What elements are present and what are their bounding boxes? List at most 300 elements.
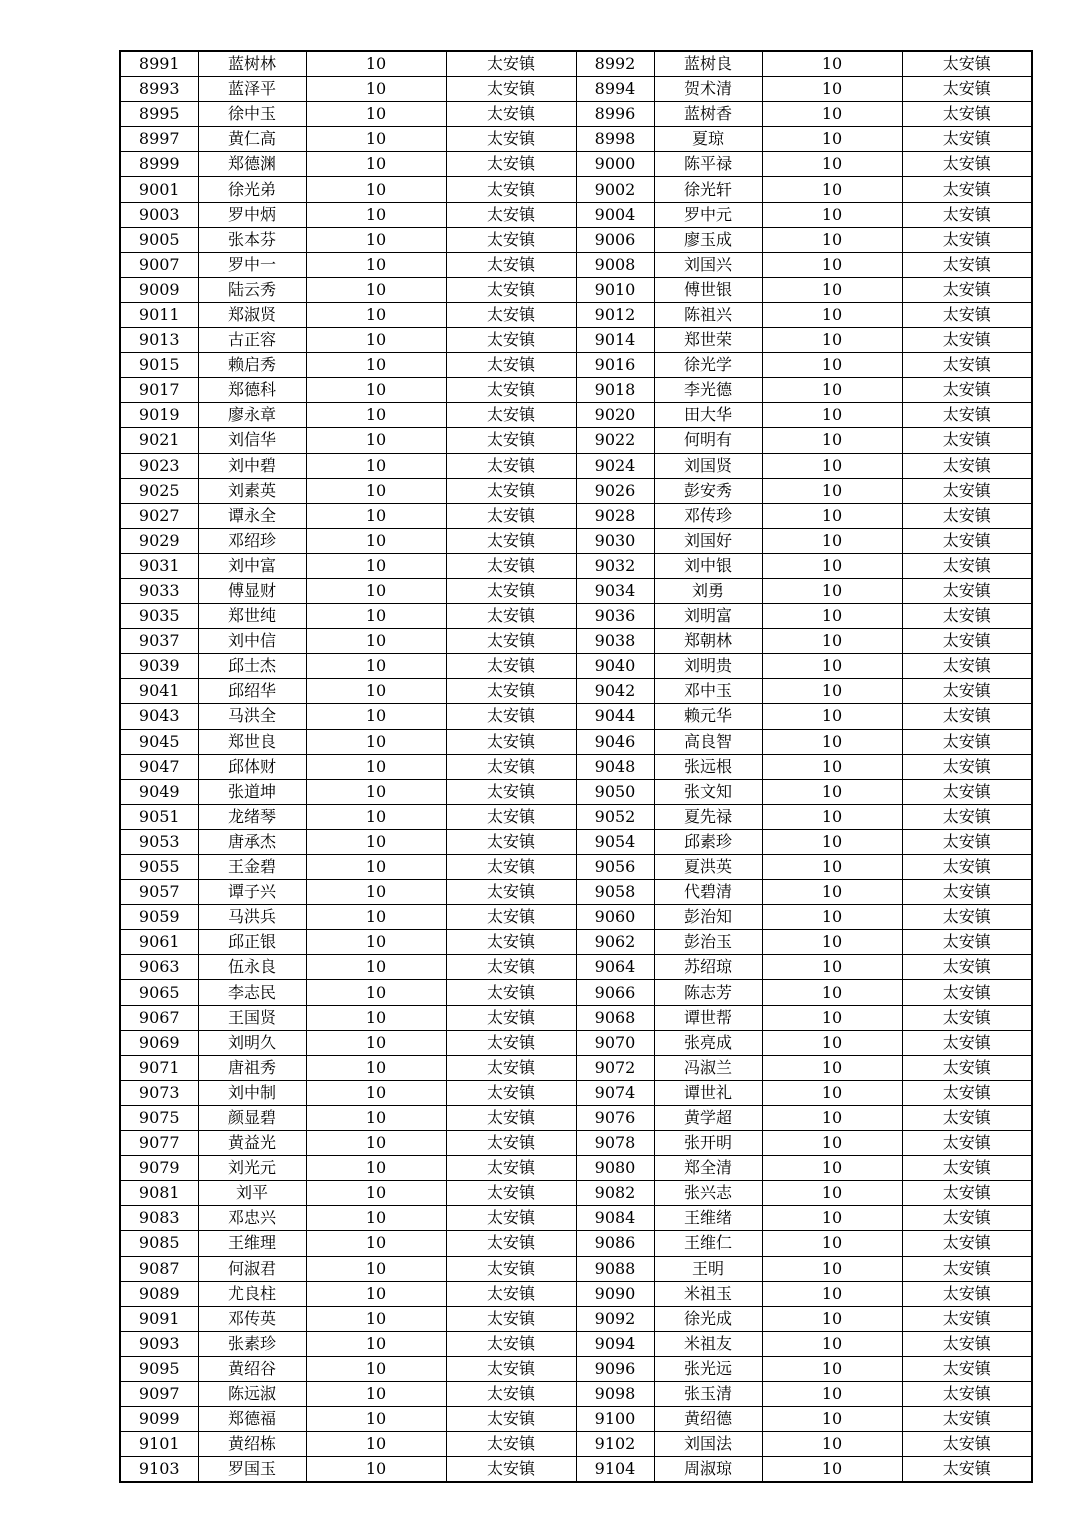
left-id-cell: 9087 (120, 1256, 198, 1281)
right-name-cell: 刘中银 (654, 553, 762, 578)
right-amount-cell: 10 (762, 227, 902, 252)
right-amount-cell: 10 (762, 1080, 902, 1105)
table-row (120, 1080, 1032, 1105)
right-town-cell: 太安镇 (902, 1131, 1032, 1156)
left-name-cell: 王维理 (198, 1231, 306, 1256)
right-name-cell: 廖玉成 (654, 227, 762, 252)
table-row (120, 503, 1032, 528)
table-row (120, 980, 1032, 1005)
left-town-cell: 太安镇 (446, 754, 576, 779)
right-amount-cell: 10 (762, 403, 902, 428)
right-id-cell: 9052 (576, 804, 654, 829)
right-id-cell: 9076 (576, 1105, 654, 1130)
left-name-cell: 张素珍 (198, 1331, 306, 1356)
left-town-cell: 太安镇 (446, 1281, 576, 1306)
right-id-cell: 8996 (576, 102, 654, 127)
right-id-cell: 9022 (576, 428, 654, 453)
left-town-cell: 太安镇 (446, 202, 576, 227)
right-town-cell: 太安镇 (902, 1356, 1032, 1381)
left-amount-cell: 10 (306, 503, 446, 528)
left-name-cell: 黄绍谷 (198, 1356, 306, 1381)
table-row (120, 1356, 1032, 1381)
table-row (120, 428, 1032, 453)
left-name-cell: 谭永全 (198, 503, 306, 528)
right-town-cell: 太安镇 (902, 152, 1032, 177)
left-amount-cell: 10 (306, 553, 446, 578)
left-town-cell: 太安镇 (446, 403, 576, 428)
right-amount-cell: 10 (762, 51, 902, 77)
left-name-cell: 唐承杰 (198, 829, 306, 854)
left-amount-cell: 10 (306, 855, 446, 880)
left-town-cell: 太安镇 (446, 930, 576, 955)
left-amount-cell: 10 (306, 227, 446, 252)
left-amount-cell: 10 (306, 1206, 446, 1231)
right-name-cell: 彭安秀 (654, 478, 762, 503)
right-town-cell: 太安镇 (902, 102, 1032, 127)
right-name-cell: 王维绪 (654, 1206, 762, 1231)
table-row (120, 528, 1032, 553)
right-town-cell: 太安镇 (902, 980, 1032, 1005)
right-town-cell: 太安镇 (902, 227, 1032, 252)
right-id-cell: 9082 (576, 1181, 654, 1206)
right-town-cell: 太安镇 (902, 754, 1032, 779)
left-amount-cell: 10 (306, 754, 446, 779)
right-id-cell: 9058 (576, 880, 654, 905)
right-name-cell: 罗中元 (654, 202, 762, 227)
table-row (120, 102, 1032, 127)
right-amount-cell: 10 (762, 880, 902, 905)
left-amount-cell: 10 (306, 1005, 446, 1030)
right-town-cell: 太安镇 (902, 804, 1032, 829)
left-town-cell: 太安镇 (446, 553, 576, 578)
left-name-cell: 郑淑贤 (198, 302, 306, 327)
left-amount-cell: 10 (306, 1381, 446, 1406)
left-amount-cell: 10 (306, 177, 446, 202)
left-id-cell: 9067 (120, 1005, 198, 1030)
right-id-cell: 9078 (576, 1131, 654, 1156)
right-amount-cell: 10 (762, 1356, 902, 1381)
right-town-cell: 太安镇 (902, 252, 1032, 277)
left-amount-cell: 10 (306, 1080, 446, 1105)
right-id-cell: 9000 (576, 152, 654, 177)
left-town-cell: 太安镇 (446, 1206, 576, 1231)
right-amount-cell: 10 (762, 704, 902, 729)
left-name-cell: 王国贤 (198, 1005, 306, 1030)
left-name-cell: 邓传英 (198, 1306, 306, 1331)
right-amount-cell: 10 (762, 1256, 902, 1281)
right-town-cell: 太安镇 (902, 328, 1032, 353)
left-town-cell: 太安镇 (446, 1432, 576, 1457)
left-id-cell: 9097 (120, 1381, 198, 1406)
right-id-cell: 9034 (576, 578, 654, 603)
table-row (120, 478, 1032, 503)
left-amount-cell: 10 (306, 880, 446, 905)
left-id-cell: 9093 (120, 1331, 198, 1356)
right-name-cell: 刘国兴 (654, 252, 762, 277)
right-amount-cell: 10 (762, 528, 902, 553)
right-amount-cell: 10 (762, 905, 902, 930)
right-amount-cell: 10 (762, 1181, 902, 1206)
left-name-cell: 张本芬 (198, 227, 306, 252)
right-name-cell: 张光远 (654, 1356, 762, 1381)
right-amount-cell: 10 (762, 1306, 902, 1331)
left-name-cell: 陆云秀 (198, 277, 306, 302)
left-id-cell: 9029 (120, 528, 198, 553)
left-id-cell: 9085 (120, 1231, 198, 1256)
left-id-cell: 9021 (120, 428, 198, 453)
left-name-cell: 古正容 (198, 328, 306, 353)
right-id-cell: 9084 (576, 1206, 654, 1231)
table-row (120, 127, 1032, 152)
left-amount-cell: 10 (306, 1256, 446, 1281)
left-name-cell: 尤良柱 (198, 1281, 306, 1306)
left-town-cell: 太安镇 (446, 1306, 576, 1331)
left-town-cell: 太安镇 (446, 453, 576, 478)
right-id-cell: 9092 (576, 1306, 654, 1331)
left-id-cell: 9061 (120, 930, 198, 955)
right-id-cell: 9056 (576, 855, 654, 880)
right-town-cell: 太安镇 (902, 177, 1032, 202)
right-id-cell: 9046 (576, 729, 654, 754)
table-row (120, 1055, 1032, 1080)
right-amount-cell: 10 (762, 553, 902, 578)
right-town-cell: 太安镇 (902, 1432, 1032, 1457)
left-amount-cell: 10 (306, 1331, 446, 1356)
left-name-cell: 郑世良 (198, 729, 306, 754)
left-id-cell: 9035 (120, 604, 198, 629)
left-amount-cell: 10 (306, 1306, 446, 1331)
right-name-cell: 张开明 (654, 1131, 762, 1156)
right-id-cell: 9012 (576, 302, 654, 327)
right-name-cell: 蓝树香 (654, 102, 762, 127)
right-town-cell: 太安镇 (902, 453, 1032, 478)
table-row (120, 855, 1032, 880)
left-name-cell: 邓绍珍 (198, 528, 306, 553)
table-row (120, 152, 1032, 177)
left-town-cell: 太安镇 (446, 1356, 576, 1381)
right-id-cell: 9042 (576, 679, 654, 704)
right-amount-cell: 10 (762, 302, 902, 327)
left-amount-cell: 10 (306, 1131, 446, 1156)
left-amount-cell: 10 (306, 1281, 446, 1306)
right-amount-cell: 10 (762, 1131, 902, 1156)
right-town-cell: 太安镇 (902, 503, 1032, 528)
right-amount-cell: 10 (762, 980, 902, 1005)
right-name-cell: 赖元华 (654, 704, 762, 729)
left-id-cell: 9075 (120, 1105, 198, 1130)
left-id-cell: 9049 (120, 779, 198, 804)
right-id-cell: 9014 (576, 328, 654, 353)
table-row (120, 704, 1032, 729)
left-name-cell: 罗中炳 (198, 202, 306, 227)
right-town-cell: 太安镇 (902, 1381, 1032, 1406)
right-amount-cell: 10 (762, 1331, 902, 1356)
left-id-cell: 8997 (120, 127, 198, 152)
right-id-cell: 9080 (576, 1156, 654, 1181)
right-id-cell: 9094 (576, 1331, 654, 1356)
left-town-cell: 太安镇 (446, 1331, 576, 1356)
right-town-cell: 太安镇 (902, 1231, 1032, 1256)
left-town-cell: 太安镇 (446, 1457, 576, 1483)
left-id-cell: 9025 (120, 478, 198, 503)
right-id-cell: 9068 (576, 1005, 654, 1030)
right-amount-cell: 10 (762, 353, 902, 378)
right-name-cell: 刘国贤 (654, 453, 762, 478)
left-town-cell: 太安镇 (446, 302, 576, 327)
right-amount-cell: 10 (762, 1105, 902, 1130)
right-name-cell: 陈志芳 (654, 980, 762, 1005)
left-town-cell: 太安镇 (446, 1381, 576, 1406)
table-row (120, 202, 1032, 227)
left-town-cell: 太安镇 (446, 804, 576, 829)
left-town-cell: 太安镇 (446, 779, 576, 804)
right-town-cell: 太安镇 (902, 1005, 1032, 1030)
right-amount-cell: 10 (762, 930, 902, 955)
right-amount-cell: 10 (762, 102, 902, 127)
left-id-cell: 9043 (120, 704, 198, 729)
left-id-cell: 9053 (120, 829, 198, 854)
left-name-cell: 龙绪琴 (198, 804, 306, 829)
left-name-cell: 刘中富 (198, 553, 306, 578)
left-name-cell: 邱体财 (198, 754, 306, 779)
left-name-cell: 刘信华 (198, 428, 306, 453)
left-town-cell: 太安镇 (446, 51, 576, 77)
left-name-cell: 刘光元 (198, 1156, 306, 1181)
left-name-cell: 刘中碧 (198, 453, 306, 478)
left-id-cell: 9027 (120, 503, 198, 528)
left-name-cell: 谭子兴 (198, 880, 306, 905)
table-row (120, 1231, 1032, 1256)
left-town-cell: 太安镇 (446, 428, 576, 453)
right-town-cell: 太安镇 (902, 1331, 1032, 1356)
right-name-cell: 米祖友 (654, 1331, 762, 1356)
right-town-cell: 太安镇 (902, 528, 1032, 553)
right-name-cell: 黄学超 (654, 1105, 762, 1130)
right-name-cell: 夏先禄 (654, 804, 762, 829)
left-name-cell: 邓忠兴 (198, 1206, 306, 1231)
right-town-cell: 太安镇 (902, 202, 1032, 227)
left-id-cell: 9037 (120, 629, 198, 654)
left-town-cell: 太安镇 (446, 704, 576, 729)
right-name-cell: 傅世银 (654, 277, 762, 302)
right-amount-cell: 10 (762, 1281, 902, 1306)
left-town-cell: 太安镇 (446, 1407, 576, 1432)
right-name-cell: 代碧清 (654, 880, 762, 905)
left-amount-cell: 10 (306, 1457, 446, 1483)
right-name-cell: 郑朝林 (654, 629, 762, 654)
left-id-cell: 9057 (120, 880, 198, 905)
left-id-cell: 8999 (120, 152, 198, 177)
left-amount-cell: 10 (306, 302, 446, 327)
right-name-cell: 邓传珍 (654, 503, 762, 528)
left-name-cell: 刘中信 (198, 629, 306, 654)
left-town-cell: 太安镇 (446, 478, 576, 503)
right-amount-cell: 10 (762, 829, 902, 854)
right-name-cell: 谭世礼 (654, 1080, 762, 1105)
right-name-cell: 刘国好 (654, 528, 762, 553)
left-id-cell: 9003 (120, 202, 198, 227)
right-amount-cell: 10 (762, 152, 902, 177)
left-id-cell: 8995 (120, 102, 198, 127)
right-amount-cell: 10 (762, 503, 902, 528)
left-id-cell: 9071 (120, 1055, 198, 1080)
left-name-cell: 颜显碧 (198, 1105, 306, 1130)
right-name-cell: 贺术清 (654, 77, 762, 102)
right-town-cell: 太安镇 (902, 403, 1032, 428)
right-town-cell: 太安镇 (902, 855, 1032, 880)
left-amount-cell: 10 (306, 629, 446, 654)
right-id-cell: 9086 (576, 1231, 654, 1256)
left-town-cell: 太安镇 (446, 77, 576, 102)
right-amount-cell: 10 (762, 1206, 902, 1231)
left-name-cell: 刘中制 (198, 1080, 306, 1105)
table-row (120, 51, 1032, 77)
left-name-cell: 徐中玉 (198, 102, 306, 127)
right-amount-cell: 10 (762, 202, 902, 227)
left-id-cell: 9099 (120, 1407, 198, 1432)
right-name-cell: 郑全清 (654, 1156, 762, 1181)
left-name-cell: 马洪全 (198, 704, 306, 729)
right-town-cell: 太安镇 (902, 829, 1032, 854)
right-town-cell: 太安镇 (902, 704, 1032, 729)
right-town-cell: 太安镇 (902, 604, 1032, 629)
table-row (120, 553, 1032, 578)
left-amount-cell: 10 (306, 980, 446, 1005)
right-name-cell: 张玉清 (654, 1381, 762, 1406)
left-amount-cell: 10 (306, 729, 446, 754)
table-row (120, 77, 1032, 102)
left-amount-cell: 10 (306, 779, 446, 804)
left-name-cell: 郑德渊 (198, 152, 306, 177)
left-id-cell: 9103 (120, 1457, 198, 1483)
right-id-cell: 9008 (576, 252, 654, 277)
left-town-cell: 太安镇 (446, 980, 576, 1005)
table-row (120, 328, 1032, 353)
right-id-cell: 8992 (576, 51, 654, 77)
right-name-cell: 夏琼 (654, 127, 762, 152)
right-id-cell: 9036 (576, 604, 654, 629)
table-row (120, 930, 1032, 955)
right-name-cell: 彭治玉 (654, 930, 762, 955)
left-name-cell: 伍永良 (198, 955, 306, 980)
left-town-cell: 太安镇 (446, 378, 576, 403)
table-row (120, 1105, 1032, 1130)
left-town-cell: 太安镇 (446, 227, 576, 252)
right-id-cell: 9040 (576, 654, 654, 679)
left-amount-cell: 10 (306, 930, 446, 955)
left-id-cell: 9023 (120, 453, 198, 478)
right-town-cell: 太安镇 (902, 478, 1032, 503)
right-name-cell: 米祖玉 (654, 1281, 762, 1306)
left-name-cell: 郑德科 (198, 378, 306, 403)
table-row (120, 679, 1032, 704)
left-town-cell: 太安镇 (446, 1156, 576, 1181)
table-row (120, 729, 1032, 754)
left-amount-cell: 10 (306, 1181, 446, 1206)
table-row (120, 1256, 1032, 1281)
right-amount-cell: 10 (762, 378, 902, 403)
right-town-cell: 太安镇 (902, 1080, 1032, 1105)
right-name-cell: 郑世荣 (654, 328, 762, 353)
right-name-cell: 田大华 (654, 403, 762, 428)
right-name-cell: 徐光成 (654, 1306, 762, 1331)
left-name-cell: 张道坤 (198, 779, 306, 804)
left-town-cell: 太安镇 (446, 1131, 576, 1156)
left-town-cell: 太安镇 (446, 177, 576, 202)
left-amount-cell: 10 (306, 328, 446, 353)
right-amount-cell: 10 (762, 654, 902, 679)
left-name-cell: 郑世纯 (198, 604, 306, 629)
left-town-cell: 太安镇 (446, 1030, 576, 1055)
right-town-cell: 太安镇 (902, 1306, 1032, 1331)
right-id-cell: 8994 (576, 77, 654, 102)
right-amount-cell: 10 (762, 1055, 902, 1080)
table-row (120, 1206, 1032, 1231)
left-amount-cell: 10 (306, 353, 446, 378)
left-id-cell: 9051 (120, 804, 198, 829)
table-row (120, 754, 1032, 779)
right-town-cell: 太安镇 (902, 880, 1032, 905)
left-name-cell: 黄益光 (198, 1131, 306, 1156)
table-row (120, 829, 1032, 854)
left-amount-cell: 10 (306, 51, 446, 77)
left-id-cell: 9007 (120, 252, 198, 277)
left-id-cell: 8993 (120, 77, 198, 102)
right-amount-cell: 10 (762, 1030, 902, 1055)
table-row (120, 227, 1032, 252)
left-amount-cell: 10 (306, 679, 446, 704)
right-name-cell: 冯淑兰 (654, 1055, 762, 1080)
right-amount-cell: 10 (762, 1231, 902, 1256)
right-name-cell: 李光德 (654, 378, 762, 403)
left-town-cell: 太安镇 (446, 1181, 576, 1206)
right-town-cell: 太安镇 (902, 1281, 1032, 1306)
roster-body (120, 51, 1032, 1482)
table-row (120, 1281, 1032, 1306)
right-id-cell: 9026 (576, 478, 654, 503)
left-name-cell: 黄仁高 (198, 127, 306, 152)
left-amount-cell: 10 (306, 578, 446, 603)
left-town-cell: 太安镇 (446, 679, 576, 704)
left-name-cell: 黄绍栋 (198, 1432, 306, 1457)
table-row (120, 1331, 1032, 1356)
right-amount-cell: 10 (762, 1432, 902, 1457)
table-row (120, 1181, 1032, 1206)
left-town-cell: 太安镇 (446, 102, 576, 127)
left-amount-cell: 10 (306, 102, 446, 127)
right-town-cell: 太安镇 (902, 1457, 1032, 1483)
right-amount-cell: 10 (762, 127, 902, 152)
left-amount-cell: 10 (306, 804, 446, 829)
left-id-cell: 9083 (120, 1206, 198, 1231)
right-name-cell: 刘勇 (654, 578, 762, 603)
left-town-cell: 太安镇 (446, 127, 576, 152)
right-town-cell: 太安镇 (902, 1055, 1032, 1080)
right-id-cell: 9064 (576, 955, 654, 980)
right-id-cell: 9028 (576, 503, 654, 528)
right-town-cell: 太安镇 (902, 930, 1032, 955)
left-name-cell: 赖启秀 (198, 353, 306, 378)
table-row (120, 1156, 1032, 1181)
right-town-cell: 太安镇 (902, 302, 1032, 327)
table-row (120, 1432, 1032, 1457)
left-id-cell: 9013 (120, 328, 198, 353)
left-amount-cell: 10 (306, 1356, 446, 1381)
left-town-cell: 太安镇 (446, 855, 576, 880)
left-name-cell: 蓝树林 (198, 51, 306, 77)
right-id-cell: 9030 (576, 528, 654, 553)
table-row (120, 277, 1032, 302)
